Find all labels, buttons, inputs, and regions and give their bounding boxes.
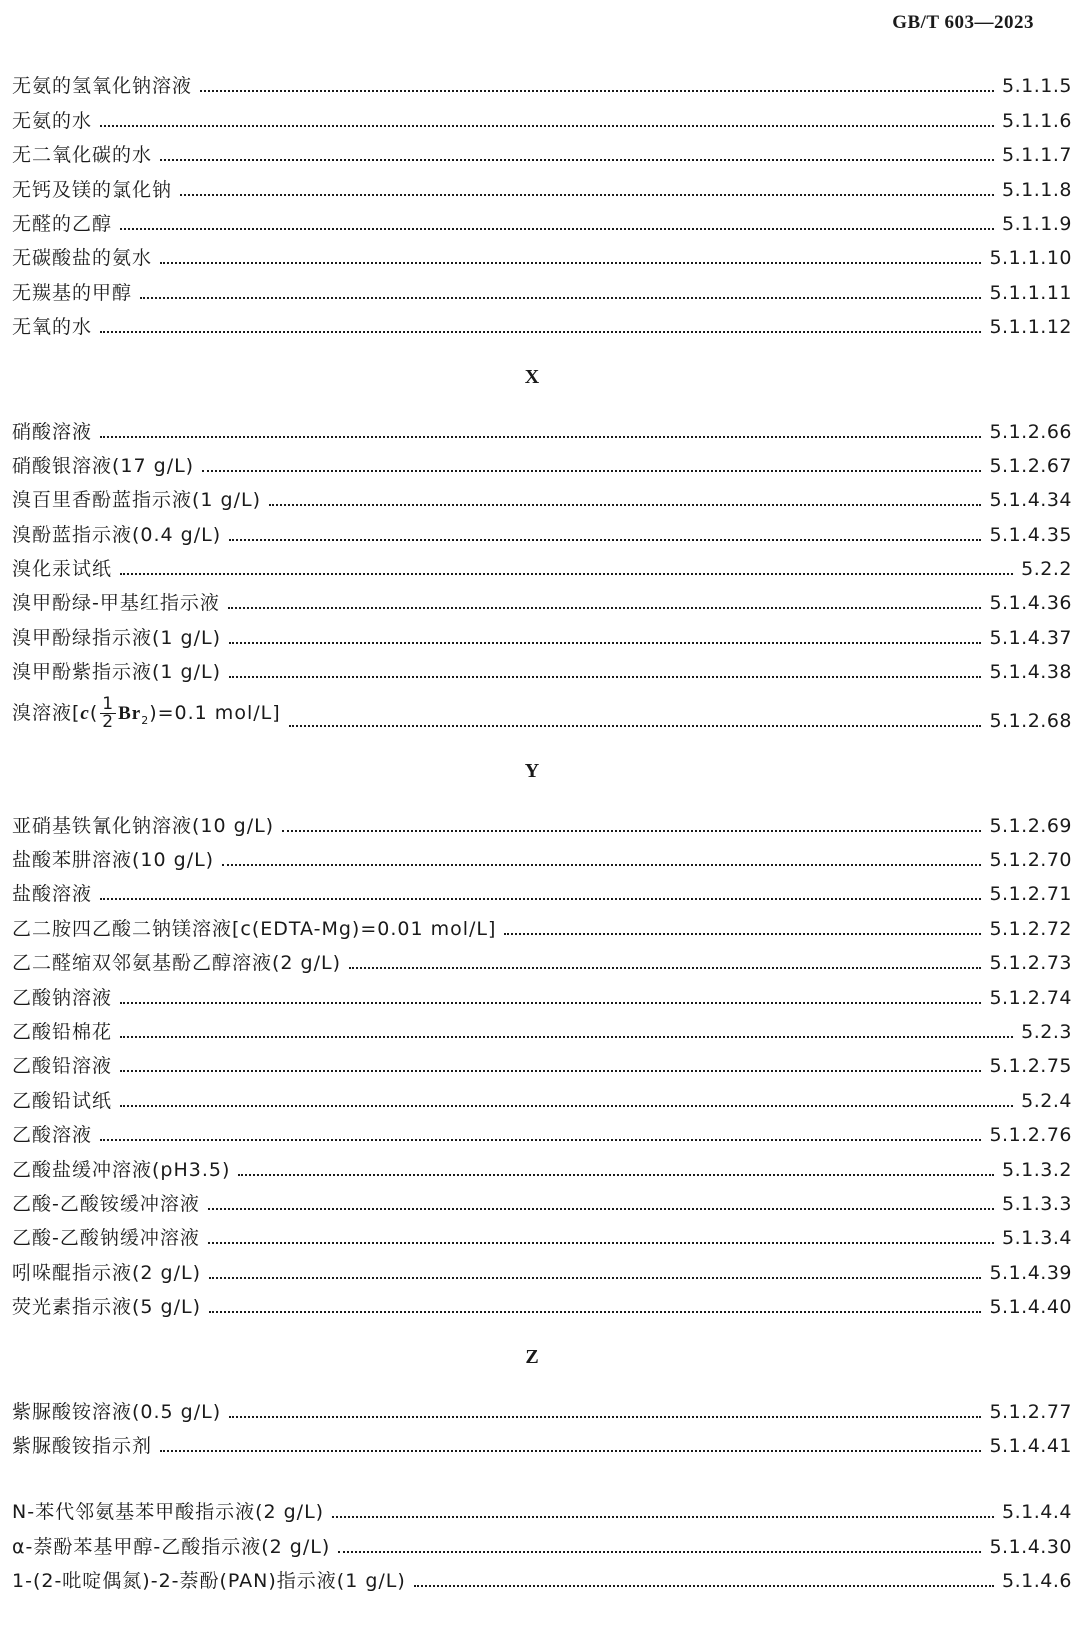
dot-leader	[200, 90, 994, 92]
dot-leader	[120, 1070, 981, 1072]
entry-name: 溴甲酚紫指示液(1 g/L)	[12, 661, 222, 684]
dot-leader	[289, 725, 982, 727]
index-group-z	[12, 1392, 1072, 1461]
dot-leader	[228, 607, 982, 609]
concentration-symbol: c	[80, 703, 90, 725]
entry-name: 无碳酸盐的氨水	[12, 247, 153, 270]
entry-ref: 5.1.1.12	[989, 316, 1072, 339]
dot-leader	[140, 297, 981, 299]
entry-ref: 5.2.2	[1021, 558, 1072, 581]
entry-ref: 5.1.4.36	[989, 592, 1072, 615]
entry-ref: 5.1.4.41	[989, 1434, 1072, 1457]
index-entry	[12, 1219, 1072, 1253]
index-entry	[12, 1253, 1072, 1287]
entry-ref: 5.1.2.73	[989, 952, 1072, 975]
index-entry	[12, 841, 1072, 875]
entry-name: 乙酸盐缓冲溶液(pH3.5)	[12, 1158, 231, 1181]
dot-leader	[238, 1174, 994, 1176]
entry-ref: 5.1.2.70	[989, 849, 1072, 872]
entry-name: 紫脲酸铵溶液(0.5 g/L)	[12, 1400, 222, 1423]
entry-ref: 5.1.4.30	[989, 1535, 1072, 1558]
dot-leader	[349, 967, 981, 969]
entry-ref: 5.1.2.71	[989, 883, 1072, 906]
dot-leader	[209, 1311, 981, 1313]
entry-ref: 5.1.2.77	[989, 1400, 1072, 1423]
dot-leader	[100, 1139, 981, 1141]
fraction-denominator: 2	[102, 712, 115, 733]
index-list	[12, 67, 1072, 1596]
dot-leader	[100, 436, 981, 438]
dot-leader	[120, 1036, 1013, 1038]
index-entry	[12, 67, 1072, 101]
dot-leader	[229, 642, 981, 644]
fraction-one-half	[100, 696, 116, 731]
entry-name: α-萘酚苯基甲醇-乙酸指示液(2 g/L)	[12, 1535, 331, 1558]
entry-name: 无氨的氢氧化钠溶液	[12, 75, 193, 98]
entry-name: 溴化汞试纸	[12, 558, 113, 581]
index-entry	[12, 205, 1072, 239]
index-entry	[12, 308, 1072, 342]
entry-ref: 5.1.2.76	[989, 1124, 1072, 1147]
entry-ref: 5.1.2.67	[989, 454, 1072, 477]
entry-ref: 5.1.4.6	[1002, 1570, 1072, 1593]
index-entry	[12, 239, 1072, 273]
entry-name: 乙酸铅棉花	[12, 1020, 113, 1043]
entry-name: 乙酸钠溶液	[12, 986, 113, 1009]
index-entry	[12, 1047, 1072, 1081]
index-entry	[12, 653, 1072, 687]
dot-leader	[120, 228, 994, 230]
entry-name: 无醛的乙醇	[12, 212, 113, 235]
dot-leader	[332, 1516, 994, 1518]
entry-ref: 5.2.3	[1021, 1020, 1072, 1043]
entry-name: 溴百里香酚蓝指示液(1 g/L)	[12, 489, 262, 512]
dot-leader	[120, 1105, 1013, 1107]
entry-name: 无羰基的甲醇	[12, 281, 133, 304]
entry-ref: 5.1.4.40	[989, 1296, 1072, 1319]
index-group-misc	[12, 1493, 1072, 1596]
entry-name: 乙二醛缩双邻氨基酚乙醇溶液(2 g/L)	[12, 952, 342, 975]
bromine-open-paren: (	[89, 702, 99, 725]
dot-leader	[229, 1416, 981, 1418]
entry-ref: 5.1.2.66	[989, 420, 1072, 443]
index-entry	[12, 1185, 1072, 1219]
dot-leader	[338, 1551, 981, 1553]
entry-ref: 5.1.1.5	[1002, 75, 1072, 98]
entry-name: 亚硝基铁氰化钠溶液(10 g/L)	[12, 814, 275, 837]
entry-ref: 5.1.1.6	[1002, 109, 1072, 132]
entry-ref: 5.1.1.9	[1002, 212, 1072, 235]
dot-leader	[209, 1277, 981, 1279]
dot-leader	[100, 331, 981, 333]
index-entry	[12, 481, 1072, 515]
index-entry	[12, 909, 1072, 943]
entry-ref: 5.1.2.68	[989, 710, 1072, 733]
dot-leader	[222, 864, 981, 866]
entry-name: 溴甲酚绿-甲基红指示液	[12, 592, 220, 615]
index-entry	[12, 944, 1072, 978]
entry-name: 乙二胺四乙酸二钠镁溶液[c(EDTA-Mg)=0.01 mol/L]	[12, 917, 497, 940]
entry-ref: 5.1.1.8	[1002, 178, 1072, 201]
section-letter-x: X	[524, 365, 540, 388]
dot-leader	[120, 1002, 981, 1004]
index-entry	[12, 1081, 1072, 1115]
index-entry	[12, 978, 1072, 1012]
dot-leader	[120, 573, 1013, 575]
bromine-formula: Br	[118, 703, 142, 725]
entry-ref: 5.1.1.11	[989, 281, 1072, 304]
entry-ref: 5.1.4.34	[989, 489, 1072, 512]
index-entry	[12, 875, 1072, 909]
entry-name: 乙酸-乙酸铵缓冲溶液	[12, 1192, 200, 1215]
dot-leader	[180, 194, 994, 196]
entry-ref: 5.2.4	[1021, 1089, 1072, 1112]
section-letter-z: Z	[525, 1345, 539, 1368]
entry-ref: 5.1.3.3	[1002, 1192, 1072, 1215]
dot-leader	[160, 262, 981, 264]
dot-leader	[282, 830, 981, 832]
index-entry	[12, 1288, 1072, 1322]
index-entry	[12, 1150, 1072, 1184]
bromine-subscript: 2	[141, 714, 150, 728]
index-entry	[12, 1562, 1072, 1596]
entry-ref: 5.1.4.35	[989, 523, 1072, 546]
entry-name: 乙酸-乙酸钠缓冲溶液	[12, 1227, 200, 1250]
entry-name: 溴甲酚绿指示液(1 g/L)	[12, 626, 222, 649]
index-entry	[12, 1527, 1072, 1561]
dot-leader	[269, 504, 981, 506]
index-entry	[12, 1116, 1072, 1150]
entry-ref: 5.1.1.10	[989, 247, 1072, 270]
entry-ref: 5.1.4.38	[989, 661, 1072, 684]
bromine-suffix: )=0.1 mol/L]	[149, 702, 281, 725]
dot-leader	[100, 125, 994, 127]
index-entry	[12, 170, 1072, 204]
index-entry	[12, 1013, 1072, 1047]
entry-name: 溴酚蓝指示液(0.4 g/L)	[12, 523, 222, 546]
entry-name: 无钙及镁的氯化钠	[12, 178, 173, 201]
index-entry	[12, 412, 1072, 446]
index-entry	[12, 806, 1072, 840]
document-code: GB/T 603—2023	[892, 12, 1034, 33]
entry-name: 乙酸溶液	[12, 1124, 93, 1147]
entry-ref: 5.1.4.37	[989, 626, 1072, 649]
entry-name: 吲哚醌指示液(2 g/L)	[12, 1261, 202, 1284]
index-entry	[12, 273, 1072, 307]
index-group-x	[12, 412, 1072, 736]
entry-ref: 5.1.3.2	[1002, 1158, 1072, 1181]
entry-ref: 5.1.1.7	[1002, 144, 1072, 167]
entry-name: 乙酸铅溶液	[12, 1055, 113, 1078]
entry-name	[12, 696, 281, 732]
dot-leader	[208, 1242, 994, 1244]
fraction-numerator: 1	[102, 694, 115, 715]
entry-name: 紫脲酸铵指示剂	[12, 1434, 153, 1457]
entry-ref: 5.1.2.74	[989, 986, 1072, 1009]
dot-leader	[229, 539, 981, 541]
entry-ref: 5.1.4.39	[989, 1261, 1072, 1284]
index-entry	[12, 1493, 1072, 1527]
entry-name: 硝酸银溶液(17 g/L)	[12, 454, 195, 477]
entry-name: 荧光素指示液(5 g/L)	[12, 1296, 202, 1319]
index-entry	[12, 550, 1072, 584]
index-entry	[12, 515, 1072, 549]
dot-leader	[414, 1585, 994, 1587]
bromine-prefix: 溴溶液[	[12, 702, 81, 725]
index-entry	[12, 101, 1072, 135]
entry-name: 无氨的水	[12, 109, 93, 132]
entry-name: 无二氧化碳的水	[12, 144, 153, 167]
index-group-w	[12, 67, 1072, 342]
entry-name: 盐酸苯肼溶液(10 g/L)	[12, 849, 215, 872]
entry-ref: 5.1.2.72	[989, 917, 1072, 940]
dot-leader	[229, 676, 981, 678]
index-entry	[12, 618, 1072, 652]
entry-name: 无氧的水	[12, 316, 93, 339]
section-gap	[12, 1461, 1072, 1493]
entry-ref: 5.1.2.75	[989, 1055, 1072, 1078]
index-entry-bromine	[12, 687, 1072, 736]
entry-name: 乙酸铅试纸	[12, 1089, 113, 1112]
dot-leader	[100, 898, 981, 900]
dot-leader	[160, 159, 994, 161]
dot-leader	[202, 470, 981, 472]
entry-name: N-苯代邻氨基苯甲酸指示液(2 g/L)	[12, 1501, 325, 1524]
index-entry	[12, 136, 1072, 170]
dot-leader	[504, 933, 981, 935]
entry-name: 硝酸溶液	[12, 420, 93, 443]
entry-name: 1-(2-吡啶偶氮)-2-萘酚(PAN)指示液(1 g/L)	[12, 1570, 406, 1593]
index-entry	[12, 1427, 1072, 1461]
dot-leader	[160, 1450, 981, 1452]
entry-ref: 5.1.2.69	[989, 814, 1072, 837]
entry-ref: 5.1.4.4	[1002, 1501, 1072, 1524]
index-group-y	[12, 806, 1072, 1322]
entry-name: 盐酸溶液	[12, 883, 93, 906]
index-entry	[12, 447, 1072, 481]
section-letter-y: Y	[524, 759, 540, 782]
index-entry	[12, 1392, 1072, 1426]
entry-ref: 5.1.3.4	[1002, 1227, 1072, 1250]
index-entry	[12, 584, 1072, 618]
dot-leader	[208, 1208, 994, 1210]
